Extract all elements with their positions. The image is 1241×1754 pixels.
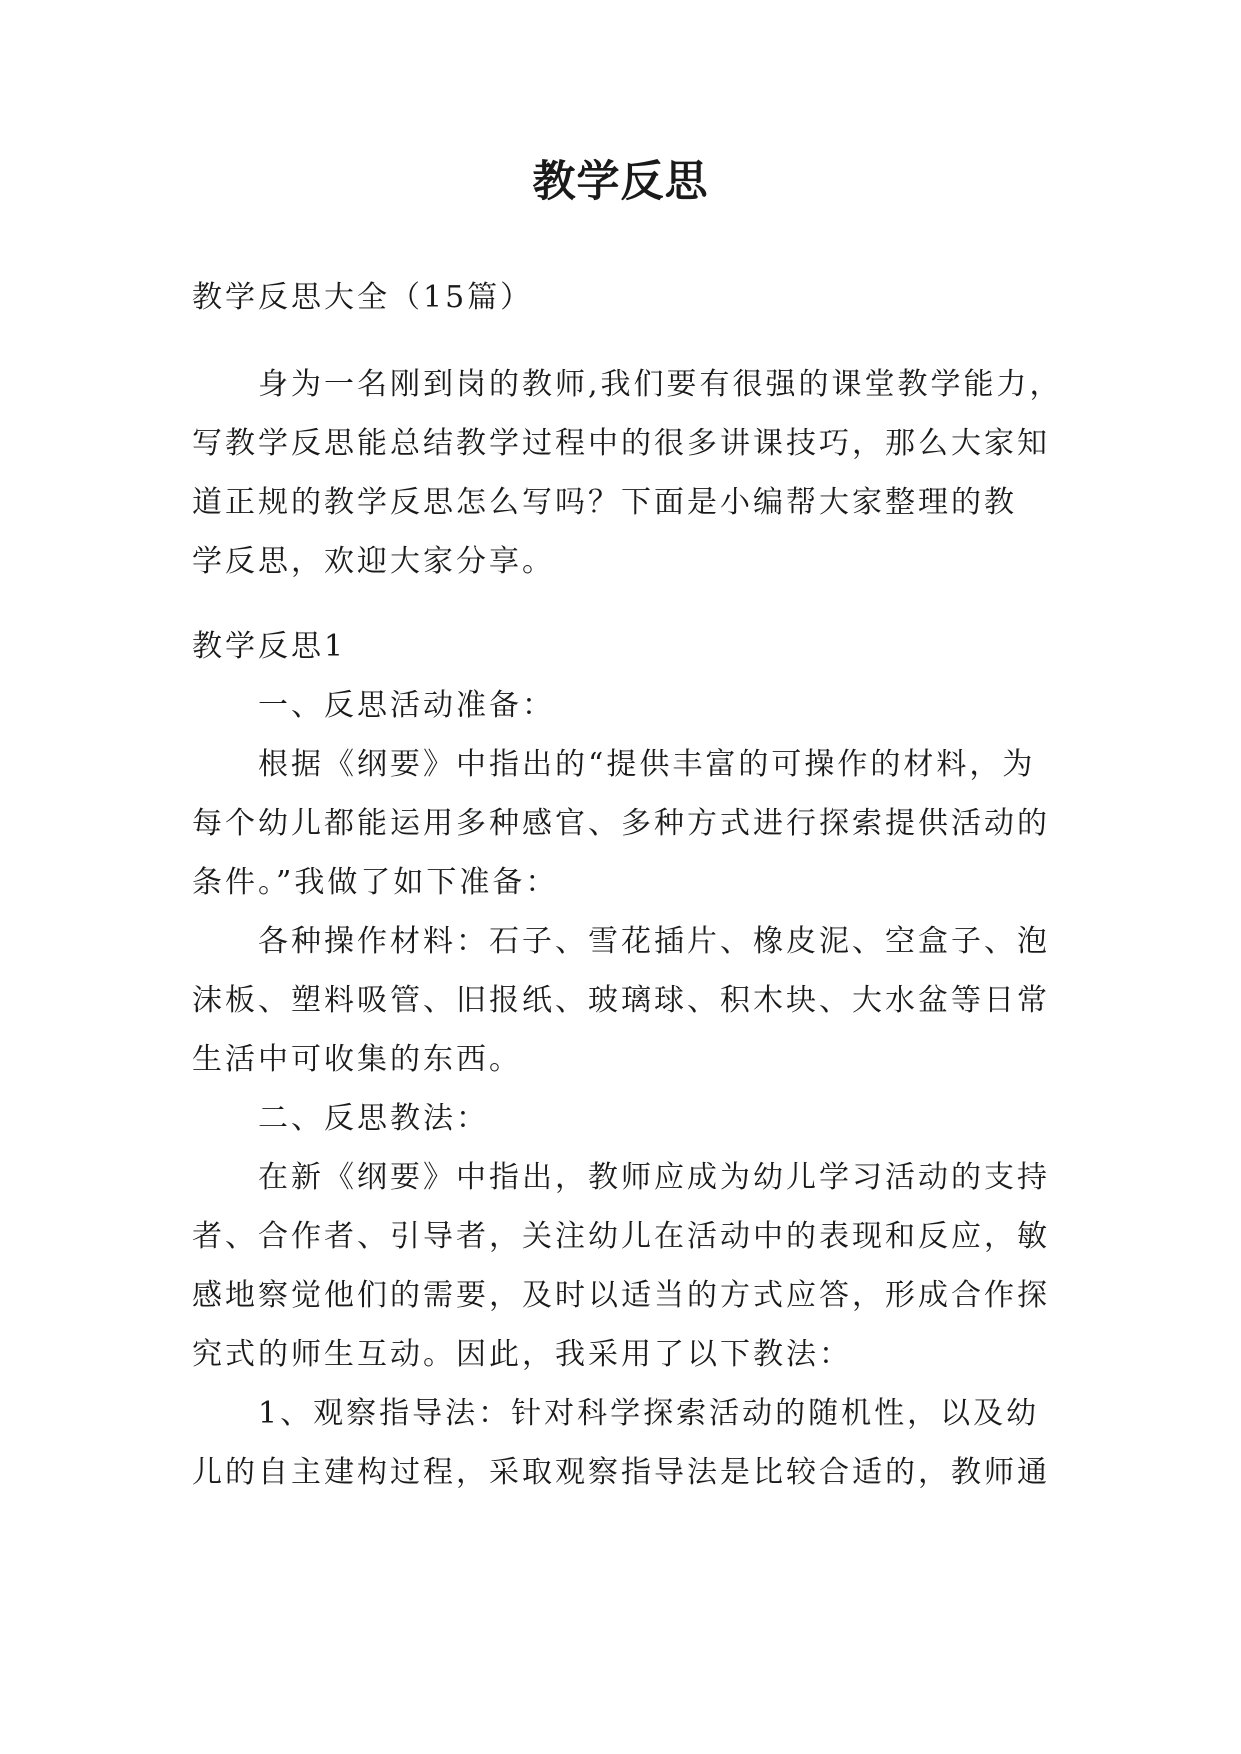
intro-line: 道正规的教学反思怎么写吗？下面是小编帮大家整理的教	[192, 485, 1017, 520]
body-line: 1、观察指导法：针对科学探索活动的随机性，以及幼	[258, 1396, 1040, 1431]
subtitle-line: 教学反思大全（15篇）	[192, 280, 534, 315]
document-title: 教学反思	[532, 157, 709, 207]
body-line: 每个幼儿都能运用多种感官、多种方式进行探索提供活动的	[192, 806, 1050, 841]
body-line: 儿的自主建构过程，采取观察指导法是比较合适的，教师通	[192, 1455, 1050, 1490]
intro-line: 学反思，欢迎大家分享。	[192, 544, 555, 579]
body-line: 根据《纲要》中指出的“提供丰富的可操作的材料，为	[258, 747, 1036, 782]
body-line: 沫板、塑料吸管、旧报纸、玻璃球、积木块、大水盆等日常	[192, 983, 1050, 1018]
intro-line: 身为一名刚到岗的教师,我们要有很强的课堂教学能力，	[258, 367, 1063, 402]
intro-paragraph	[192, 355, 1066, 591]
body-line: 生活中可收集的东西。	[192, 1042, 522, 1077]
intro-line: 写教学反思能总结教学过程中的很多讲课技巧，那么大家知	[192, 426, 1050, 461]
body-line: 一、反思活动准备：	[258, 688, 555, 723]
body-line: 各种操作材料：石子、雪花插片、橡皮泥、空盒子、泡	[258, 924, 1050, 959]
document-subtitle	[192, 268, 1066, 327]
body-line: 在新《纲要》中指出，教师应成为幼儿学习活动的支持	[258, 1160, 1050, 1195]
section-heading: 教学反思1	[192, 629, 347, 664]
body-line: 感地察觉他们的需要，及时以适当的方式应答，形成合作探	[192, 1278, 1050, 1313]
section-body	[192, 617, 1066, 1502]
body-line: 者、合作者、引导者，关注幼儿在活动中的表现和反应，敏	[192, 1219, 1050, 1254]
body-line: 二、反思教法：	[258, 1101, 489, 1136]
body-line: 究式的师生互动。因此，我采用了以下教法：	[192, 1337, 852, 1372]
body-line: 条件。”我做了如下准备：	[192, 865, 559, 900]
